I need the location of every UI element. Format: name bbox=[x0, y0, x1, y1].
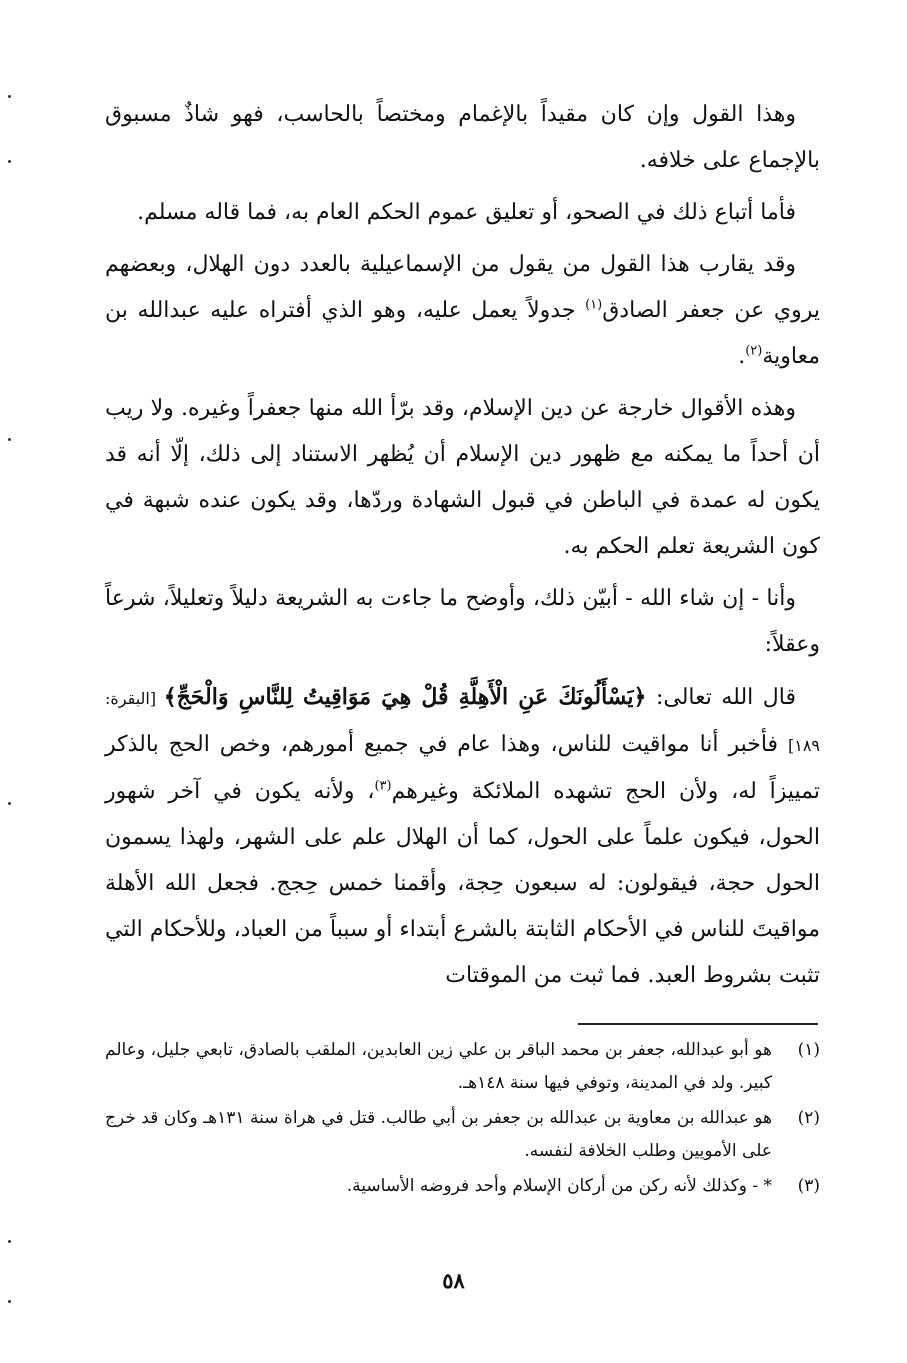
footnote-text: هو أبو عبدالله، جعفر بن محمد الباقر بن علي زين العابدين، الملقب بالصادق، تابعي جليل، وعالم كبير. ولد في المدينة، وتوفي فيها سنة ١٤٨هـ. bbox=[105, 1040, 772, 1093]
paragraph-2: فأما أتباع ذلك في الصحو، أو تعليق عموم الحكم العام به، فما قاله مسلم. bbox=[137, 200, 796, 225]
paragraph-6-text-end: ، ولأنه يكون في آخر شهور الحول، فيكون علماً على الحول، كما أن الهلال علم على الشهر، ولهذا يسمون الحول حجة، فيقولون: له سبعون حِجة، وأقمنا خمس حِجج. فجعل الله الأهلة مواقيتَ للناس في الأحكام الثابتة بالشرع أبتداء أو سبباً من العباد، وللأحكام التي تثبت بشروط العبد. فما ثبت من الموقتات bbox=[105, 779, 820, 988]
paragraph-1: وهذا القول وإن كان مقيداً بالإغمام ومختصاً بالحاسب، فهو شاذٌ مسبوق بالإجماع على خلافه. bbox=[105, 102, 820, 173]
page-number: ٥٨ bbox=[442, 1268, 465, 1293]
footnote-3 bbox=[105, 1170, 820, 1203]
scan-speck bbox=[8, 438, 11, 441]
paragraph-6 bbox=[105, 674, 820, 999]
scan-speck bbox=[8, 1300, 11, 1303]
scan-speck bbox=[8, 160, 11, 163]
paragraph-5: وأنا - إن شاء الله - أبيّن ذلك، وأوضح ما جاءت به الشريعة دليلاً وتعليلاً، شرعاً وعقلاً: bbox=[105, 586, 820, 657]
footnote-1 bbox=[105, 1034, 820, 1100]
footnote-marker-1[interactable]: (١) bbox=[585, 297, 603, 313]
footnote-2 bbox=[105, 1102, 820, 1168]
scan-speck bbox=[8, 95, 11, 98]
paragraph-4: وهذه الأقوال خارجة عن دين الإسلام، وقد برّأ الله منها جعفراً وغيره. ولا ريب أن أحداً ما يمكنه مع ظهور دين الإسلام أن يُظهر الاستناد إلى ذلك، إلّا أنه قد يكون له عمدة في الباطن في قبول الشهادة وردّها، وقد يكون عنده شبهة في كون الشريعة تعلم الحكم به. bbox=[105, 396, 820, 559]
scan-speck bbox=[8, 802, 11, 805]
paragraph-3-text-end: . bbox=[738, 344, 746, 369]
paragraph-3-text: وقد يقارب هذا القول من يقول من الإسماعيلية بالعدد دون الهلال، وبعضهم يروي عن جعفر الصادق bbox=[105, 252, 820, 323]
footnotes bbox=[105, 1034, 820, 1205]
footnote-number: (٣) bbox=[797, 1176, 820, 1196]
footnote-number: (٢) bbox=[797, 1108, 820, 1128]
footnote-marker-3[interactable]: (٣) bbox=[374, 778, 392, 794]
paragraph-6-intro: قال الله تعالى: bbox=[646, 685, 796, 710]
footnote-text: هو عبدالله بن معاوية بن عبدالله بن جعفر بن أبي طالب. قتل في هراة سنة ١٣١هـ وكان قد خرج على الأمويين وطلب الخلافة لنفسه. bbox=[105, 1108, 772, 1161]
footnote-text: * - وكذلك لأنه ركن من أركان الإسلام وأحد فروضه الأساسية. bbox=[346, 1176, 772, 1196]
main-text bbox=[105, 92, 820, 1005]
footnote-number: (١) bbox=[797, 1040, 820, 1060]
paragraph-3-text-middle: جدولاً يعمل عليه، وهو الذي أفتراه عليه عبدالله بن معاوية bbox=[105, 298, 820, 369]
verse-reference: [البقرة: ١٨٩] bbox=[105, 689, 820, 755]
footnote-marker-2[interactable]: (٢) bbox=[745, 343, 763, 359]
quran-verse: ﴿يَسْأَلُونَكَ عَنِ الْأَهِلَّةِ قُلْ هِيَ مَوَاقِيتُ لِلنَّاسِ وَالْحَجِّ﴾ bbox=[163, 684, 647, 710]
footnote-separator bbox=[578, 1023, 818, 1025]
paragraph-3 bbox=[105, 242, 820, 380]
scan-speck bbox=[8, 1240, 11, 1243]
paragraph-6-text: فأخبر أنا مواقيت للناس، وهذا عام في جميع أمورهم، وخص الحج بالذكر تمييزاً له، ولأن الحج تشهده الملائكة وغيرهم bbox=[105, 732, 820, 804]
